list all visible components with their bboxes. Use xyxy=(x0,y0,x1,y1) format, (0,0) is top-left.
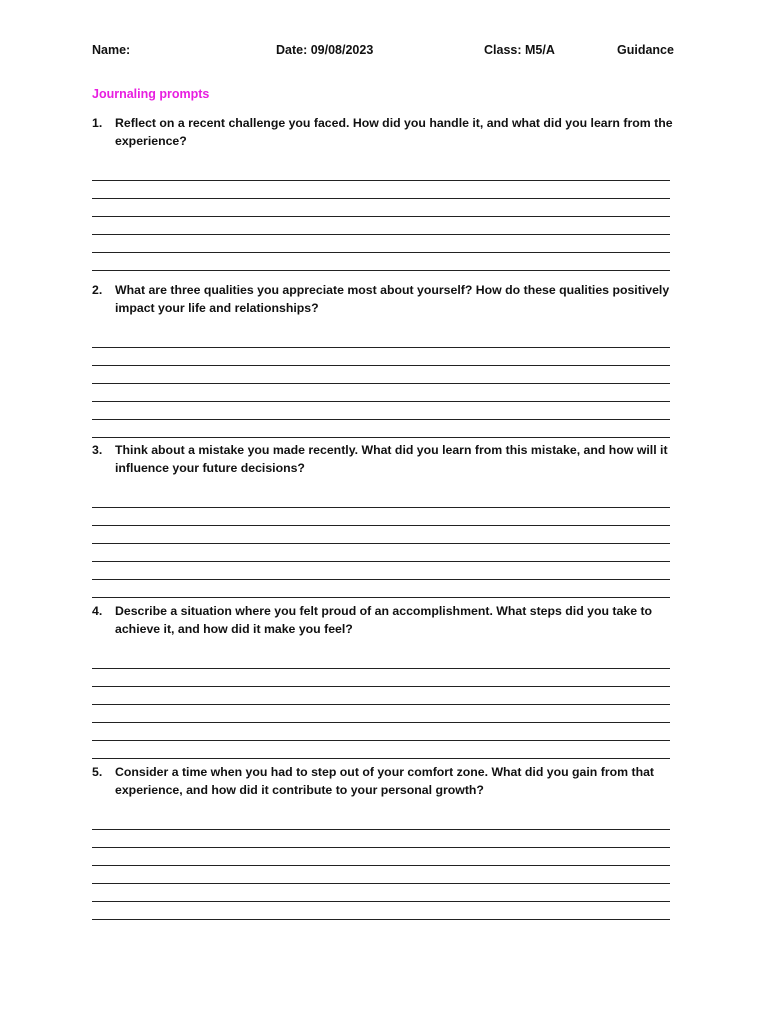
answer-line[interactable] xyxy=(92,384,670,402)
prompt-heading xyxy=(92,441,680,477)
answer-line[interactable] xyxy=(92,741,670,759)
answer-line[interactable] xyxy=(92,366,670,384)
prompt-question: Think about a mistake you made recently. What did you learn from this mistake, and how will it influence your future decisions? xyxy=(115,443,668,475)
prompt-number: 1. xyxy=(92,116,103,130)
prompt-number: 4. xyxy=(92,604,103,618)
answer-lines[interactable] xyxy=(92,163,670,271)
prompt-number: 2. xyxy=(92,283,103,297)
answer-line[interactable] xyxy=(92,866,670,884)
answer-line[interactable] xyxy=(92,490,670,508)
answer-line[interactable] xyxy=(92,217,670,235)
answer-lines[interactable] xyxy=(92,330,670,438)
answer-line[interactable] xyxy=(92,902,670,920)
answer-line[interactable] xyxy=(92,181,670,199)
prompt-question: What are three qualities you appreciate most about yourself? How do these qualities positively impact your life and relationships? xyxy=(115,283,670,315)
prompt-2 xyxy=(92,281,680,317)
answer-line[interactable] xyxy=(92,562,670,580)
prompt-number: 5. xyxy=(92,765,103,779)
subject-label: Guidance xyxy=(617,43,674,57)
answer-line[interactable] xyxy=(92,651,670,669)
answer-line[interactable] xyxy=(92,884,670,902)
prompt-question: Consider a time when you had to step out of your comfort zone. What did you gain from that experience, and how did it contribute to your personal growth? xyxy=(115,765,655,797)
answer-lines[interactable] xyxy=(92,812,670,920)
answer-line[interactable] xyxy=(92,526,670,544)
section-title: Journaling prompts xyxy=(92,87,210,101)
answer-line[interactable] xyxy=(92,348,670,366)
answer-line[interactable] xyxy=(92,508,670,526)
answer-lines[interactable] xyxy=(92,651,670,759)
answer-line[interactable] xyxy=(92,848,670,866)
prompt-question: Reflect on a recent challenge you faced. How did you handle it, and what did you learn from the experience? xyxy=(115,116,673,148)
answer-line[interactable] xyxy=(92,420,670,438)
prompt-3 xyxy=(92,441,680,477)
prompt-heading xyxy=(92,763,680,799)
prompt-4 xyxy=(92,602,680,638)
prompt-question: Describe a situation where you felt proud of an accomplishment. What steps did you take to achieve it, and how did it make you feel? xyxy=(115,604,653,636)
answer-line[interactable] xyxy=(92,705,670,723)
prompt-number: 3. xyxy=(92,443,103,457)
answer-lines[interactable] xyxy=(92,490,670,598)
date-label: Date: 09/08/2023 xyxy=(276,43,374,57)
class-label: Class: M5/A xyxy=(484,43,555,57)
answer-line[interactable] xyxy=(92,330,670,348)
answer-line[interactable] xyxy=(92,235,670,253)
answer-line[interactable] xyxy=(92,402,670,420)
answer-line[interactable] xyxy=(92,253,670,271)
answer-line[interactable] xyxy=(92,163,670,181)
prompt-heading xyxy=(92,114,680,150)
prompt-1 xyxy=(92,114,680,150)
answer-line[interactable] xyxy=(92,812,670,830)
prompt-5 xyxy=(92,763,680,799)
answer-line[interactable] xyxy=(92,580,670,598)
answer-line[interactable] xyxy=(92,544,670,562)
prompt-heading xyxy=(92,281,680,317)
answer-line[interactable] xyxy=(92,723,670,741)
answer-line[interactable] xyxy=(92,830,670,848)
answer-line[interactable] xyxy=(92,199,670,217)
answer-line[interactable] xyxy=(92,669,670,687)
answer-line[interactable] xyxy=(92,687,670,705)
prompt-heading xyxy=(92,602,680,638)
name-label: Name: xyxy=(92,43,131,57)
